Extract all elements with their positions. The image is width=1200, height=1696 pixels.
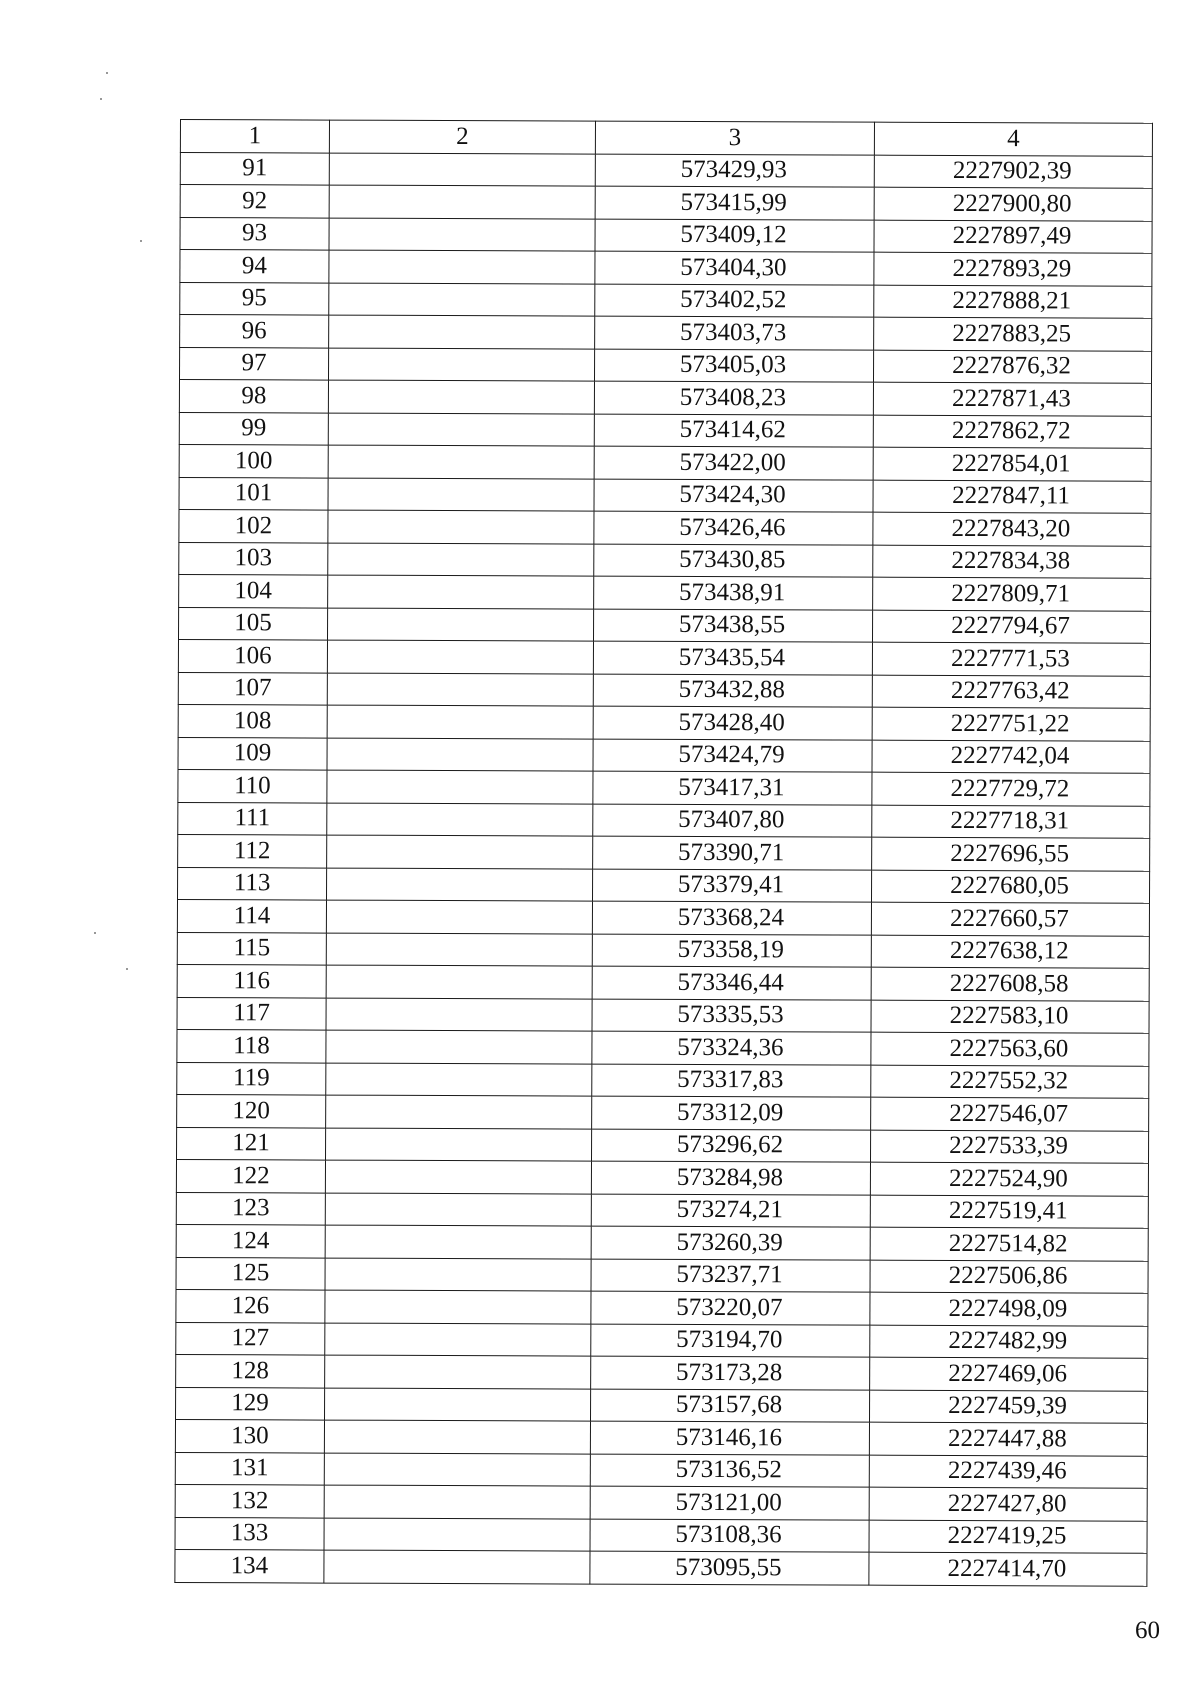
table-row — [177, 997, 1149, 1033]
scan-speck — [140, 240, 142, 242]
x-coordinate-cell: 573095,55 — [590, 1551, 869, 1585]
scan-speck — [100, 98, 102, 100]
y-coordinate-cell: 2227414,70 — [869, 1552, 1147, 1586]
name-cell — [325, 1323, 591, 1357]
y-coordinate-cell: 2227696,55 — [872, 837, 1150, 871]
name-cell — [325, 1193, 591, 1227]
x-coordinate-cell: 573317,83 — [592, 1064, 871, 1098]
x-coordinate-cell: 573402,52 — [595, 284, 874, 318]
point-number-cell: 106 — [178, 639, 327, 672]
point-number-cell: 104 — [179, 574, 328, 607]
x-coordinate-cell: 573335,53 — [592, 999, 871, 1033]
point-number-cell: 120 — [177, 1094, 326, 1127]
y-coordinate-cell: 2227876,32 — [873, 350, 1151, 384]
y-coordinate-cell: 2227608,58 — [871, 967, 1149, 1001]
name-cell — [324, 1453, 590, 1487]
point-number-cell: 102 — [179, 509, 328, 542]
point-number-cell: 132 — [175, 1484, 324, 1517]
table-header — [180, 120, 1152, 156]
name-cell — [328, 575, 594, 609]
y-coordinate-cell: 2227459,39 — [870, 1390, 1148, 1424]
table-row — [176, 1289, 1148, 1325]
x-coordinate-cell: 573428,40 — [593, 706, 872, 740]
table-row — [179, 574, 1151, 610]
x-coordinate-cell: 573237,71 — [591, 1259, 870, 1293]
table-row — [175, 1419, 1147, 1455]
point-number-cell: 105 — [179, 607, 328, 640]
table-row — [176, 1192, 1148, 1228]
y-coordinate-cell: 2227843,20 — [873, 512, 1151, 546]
x-coordinate-cell: 573414,62 — [594, 414, 873, 448]
table-row — [178, 737, 1150, 773]
point-number-cell: 119 — [177, 1062, 326, 1095]
y-coordinate-cell: 2227482,99 — [870, 1325, 1148, 1359]
y-coordinate-cell: 2227524,90 — [870, 1162, 1148, 1196]
x-coordinate-cell: 573429,93 — [595, 154, 874, 188]
name-cell — [329, 185, 595, 219]
point-number-cell: 101 — [179, 477, 328, 510]
table-row — [175, 1517, 1147, 1553]
x-coordinate-cell: 573424,30 — [594, 479, 873, 513]
point-number-cell: 107 — [178, 672, 327, 705]
table-row — [179, 380, 1151, 416]
point-number-cell: 103 — [179, 542, 328, 575]
y-coordinate-cell: 2227883,25 — [874, 317, 1152, 351]
table-row — [175, 1452, 1147, 1488]
y-coordinate-cell: 2227862,72 — [873, 415, 1151, 449]
point-number-cell: 133 — [175, 1517, 324, 1550]
y-coordinate-cell: 2227519,41 — [870, 1195, 1148, 1229]
x-coordinate-cell: 573432,88 — [593, 674, 872, 708]
x-coordinate-cell: 573312,09 — [592, 1096, 871, 1130]
x-coordinate-cell: 573274,21 — [591, 1194, 870, 1228]
y-coordinate-cell: 2227888,21 — [874, 285, 1152, 319]
name-cell — [327, 673, 593, 707]
y-coordinate-cell: 2227427,80 — [869, 1487, 1147, 1521]
table-row — [177, 1062, 1149, 1098]
x-coordinate-cell: 573194,70 — [591, 1324, 870, 1358]
scan-speck — [126, 968, 128, 970]
scan-speck — [106, 72, 108, 74]
y-coordinate-cell: 2227871,43 — [873, 382, 1151, 416]
y-coordinate-cell: 2227718,31 — [872, 805, 1150, 839]
x-coordinate-cell: 573417,31 — [593, 771, 872, 805]
table-row — [179, 542, 1151, 578]
x-coordinate-cell: 573438,91 — [594, 576, 873, 610]
table-row — [178, 802, 1150, 838]
point-number-cell: 128 — [176, 1354, 325, 1387]
table-row — [177, 1029, 1149, 1065]
y-coordinate-cell: 2227893,29 — [874, 252, 1152, 286]
y-coordinate-cell: 2227506,86 — [870, 1260, 1148, 1294]
point-number-cell: 118 — [177, 1029, 326, 1062]
name-cell — [324, 1420, 590, 1454]
y-coordinate-cell: 2227763,42 — [872, 675, 1150, 709]
point-number-cell: 92 — [180, 185, 329, 218]
point-number-cell: 116 — [177, 964, 326, 997]
y-coordinate-cell: 2227439,46 — [869, 1455, 1147, 1489]
table-row — [179, 412, 1151, 448]
y-coordinate-cell: 2227498,09 — [870, 1292, 1148, 1326]
point-number-cell: 94 — [180, 250, 329, 283]
point-number-cell: 121 — [177, 1127, 326, 1160]
x-coordinate-cell: 573136,52 — [590, 1454, 869, 1488]
point-number-cell: 114 — [177, 899, 326, 932]
point-number-cell: 130 — [175, 1419, 324, 1452]
name-cell — [327, 705, 593, 739]
table-row — [180, 250, 1152, 286]
table-row — [178, 834, 1150, 870]
name-cell — [325, 1160, 591, 1194]
x-coordinate-cell: 573390,71 — [593, 836, 872, 870]
header-col-4: 4 — [874, 122, 1152, 156]
name-cell — [325, 1355, 591, 1389]
point-number-cell: 96 — [180, 315, 329, 348]
name-cell — [324, 1550, 590, 1584]
header-col-3: 3 — [595, 121, 874, 155]
point-number-cell: 124 — [176, 1224, 325, 1257]
point-number-cell: 99 — [179, 412, 328, 445]
name-cell — [327, 770, 593, 804]
point-number-cell: 100 — [179, 444, 328, 477]
name-cell — [329, 218, 595, 252]
x-coordinate-cell: 573346,44 — [592, 966, 871, 1000]
name-cell — [325, 1290, 591, 1324]
table-row — [179, 607, 1151, 643]
page-number: 60 — [1135, 1617, 1160, 1644]
table-row — [180, 315, 1152, 351]
point-number-cell: 125 — [176, 1257, 325, 1290]
name-cell — [326, 1095, 592, 1129]
name-cell — [328, 510, 594, 544]
y-coordinate-cell: 2227834,38 — [873, 545, 1151, 579]
name-cell — [327, 803, 593, 837]
x-coordinate-cell: 573157,68 — [591, 1389, 870, 1423]
y-coordinate-cell: 2227900,80 — [874, 187, 1152, 221]
x-coordinate-cell: 573108,36 — [590, 1519, 869, 1553]
x-coordinate-cell: 573408,23 — [594, 381, 873, 415]
y-coordinate-cell: 2227854,01 — [873, 447, 1151, 481]
y-coordinate-cell: 2227660,57 — [871, 902, 1149, 936]
point-number-cell: 97 — [179, 347, 328, 380]
y-coordinate-cell: 2227533,39 — [870, 1130, 1148, 1164]
point-number-cell: 91 — [180, 152, 329, 185]
x-coordinate-cell: 573324,36 — [592, 1031, 871, 1065]
x-coordinate-cell: 573424,79 — [593, 739, 872, 773]
header-row — [180, 120, 1152, 156]
x-coordinate-cell: 573358,19 — [592, 934, 871, 968]
table-row — [176, 1159, 1148, 1195]
name-cell — [326, 998, 592, 1032]
y-coordinate-cell: 2227794,67 — [872, 610, 1150, 644]
header-col-2: 2 — [329, 120, 595, 154]
table-row — [178, 672, 1150, 708]
x-coordinate-cell: 573260,39 — [591, 1226, 870, 1260]
y-coordinate-cell: 2227729,72 — [872, 772, 1150, 806]
y-coordinate-cell: 2227751,22 — [872, 707, 1150, 741]
table-row — [178, 867, 1150, 903]
y-coordinate-cell: 2227897,49 — [874, 220, 1152, 254]
x-coordinate-cell: 573405,03 — [594, 349, 873, 383]
name-cell — [328, 543, 594, 577]
x-coordinate-cell: 573296,62 — [592, 1129, 871, 1163]
table-row — [178, 769, 1150, 805]
x-coordinate-cell: 573368,24 — [592, 901, 871, 935]
point-number-cell: 129 — [176, 1387, 325, 1420]
name-cell — [325, 1258, 591, 1292]
x-coordinate-cell: 573407,80 — [593, 804, 872, 838]
point-number-cell: 113 — [178, 867, 327, 900]
name-cell — [328, 380, 594, 414]
x-coordinate-cell: 573404,30 — [595, 251, 874, 285]
y-coordinate-cell: 2227447,88 — [869, 1422, 1147, 1456]
table-row — [180, 217, 1152, 253]
x-coordinate-cell: 573121,00 — [590, 1486, 869, 1520]
y-coordinate-cell: 2227902,39 — [874, 155, 1152, 189]
x-coordinate-cell: 573284,98 — [591, 1161, 870, 1195]
point-number-cell: 126 — [176, 1289, 325, 1322]
table-body — [175, 152, 1152, 1586]
point-number-cell: 93 — [180, 217, 329, 250]
name-cell — [327, 640, 593, 674]
name-cell — [327, 835, 593, 869]
x-coordinate-cell: 573173,28 — [591, 1356, 870, 1390]
x-coordinate-cell: 573379,41 — [593, 869, 872, 903]
x-coordinate-cell: 573426,46 — [594, 511, 873, 545]
name-cell — [326, 1063, 592, 1097]
table-row — [179, 477, 1151, 513]
point-number-cell: 110 — [178, 769, 327, 802]
name-cell — [326, 933, 592, 967]
table-row — [179, 444, 1151, 480]
y-coordinate-cell: 2227742,04 — [872, 740, 1150, 774]
name-cell — [329, 315, 595, 349]
name-cell — [324, 1518, 590, 1552]
x-coordinate-cell: 573220,07 — [591, 1291, 870, 1325]
point-number-cell: 134 — [175, 1549, 324, 1582]
x-coordinate-cell: 573422,00 — [594, 446, 873, 480]
name-cell — [327, 868, 593, 902]
table-row — [176, 1322, 1148, 1358]
table-row — [177, 1094, 1149, 1130]
name-cell — [328, 348, 594, 382]
name-cell — [327, 738, 593, 772]
table-row — [180, 185, 1152, 221]
y-coordinate-cell: 2227680,05 — [871, 870, 1149, 904]
y-coordinate-cell: 2227563,60 — [871, 1032, 1149, 1066]
table-row — [180, 282, 1152, 318]
table-row — [178, 704, 1150, 740]
x-coordinate-cell: 573430,85 — [594, 544, 873, 578]
name-cell — [324, 1485, 590, 1519]
y-coordinate-cell: 2227638,12 — [871, 935, 1149, 969]
scan-speck — [94, 932, 96, 934]
y-coordinate-cell: 2227847,11 — [873, 480, 1151, 514]
point-number-cell: 131 — [175, 1452, 324, 1485]
point-number-cell: 112 — [178, 834, 327, 867]
point-number-cell: 95 — [180, 282, 329, 315]
name-cell — [328, 608, 594, 642]
name-cell — [325, 1225, 591, 1259]
x-coordinate-cell: 573435,54 — [593, 641, 872, 675]
table-row — [177, 932, 1149, 968]
table-row — [175, 1549, 1147, 1585]
name-cell — [325, 1388, 591, 1422]
y-coordinate-cell: 2227552,32 — [871, 1065, 1149, 1099]
name-cell — [329, 283, 595, 317]
table-row — [176, 1224, 1148, 1260]
table-row — [177, 1127, 1149, 1163]
x-coordinate-cell: 573409,12 — [595, 219, 874, 253]
name-cell — [326, 1128, 592, 1162]
point-number-cell: 98 — [179, 380, 328, 413]
table-row — [176, 1354, 1148, 1390]
y-coordinate-cell: 2227419,25 — [869, 1520, 1147, 1554]
point-number-cell: 115 — [177, 932, 326, 965]
name-cell — [328, 413, 594, 447]
y-coordinate-cell: 2227771,53 — [872, 642, 1150, 676]
x-coordinate-cell: 573146,16 — [590, 1421, 869, 1455]
point-number-cell: 111 — [178, 802, 327, 835]
name-cell — [328, 445, 594, 479]
table-row — [176, 1257, 1148, 1293]
point-number-cell: 108 — [178, 704, 327, 737]
x-coordinate-cell: 573438,55 — [593, 609, 872, 643]
name-cell — [326, 900, 592, 934]
name-cell — [329, 250, 595, 284]
header-col-1: 1 — [180, 120, 329, 153]
table-row — [179, 509, 1151, 545]
y-coordinate-cell: 2227583,10 — [871, 1000, 1149, 1034]
y-coordinate-cell: 2227809,71 — [873, 577, 1151, 611]
name-cell — [329, 153, 595, 187]
y-coordinate-cell: 2227514,82 — [870, 1227, 1148, 1261]
table-row — [177, 899, 1149, 935]
y-coordinate-cell: 2227469,06 — [870, 1357, 1148, 1391]
point-number-cell: 122 — [176, 1159, 325, 1192]
point-number-cell: 123 — [176, 1192, 325, 1225]
name-cell — [326, 965, 592, 999]
table-row — [179, 347, 1151, 383]
name-cell — [328, 478, 594, 512]
x-coordinate-cell: 573415,99 — [595, 186, 874, 220]
point-number-cell: 127 — [176, 1322, 325, 1355]
y-coordinate-cell: 2227546,07 — [871, 1097, 1149, 1131]
table-row — [175, 1484, 1147, 1520]
table-row — [178, 639, 1150, 675]
table-row — [176, 1387, 1148, 1423]
x-coordinate-cell: 573403,73 — [595, 316, 874, 350]
point-number-cell: 109 — [178, 737, 327, 770]
table-row — [180, 152, 1152, 188]
point-number-cell: 117 — [177, 997, 326, 1030]
coordinates-table — [174, 119, 1153, 1586]
name-cell — [326, 1030, 592, 1064]
table-row — [177, 964, 1149, 1000]
